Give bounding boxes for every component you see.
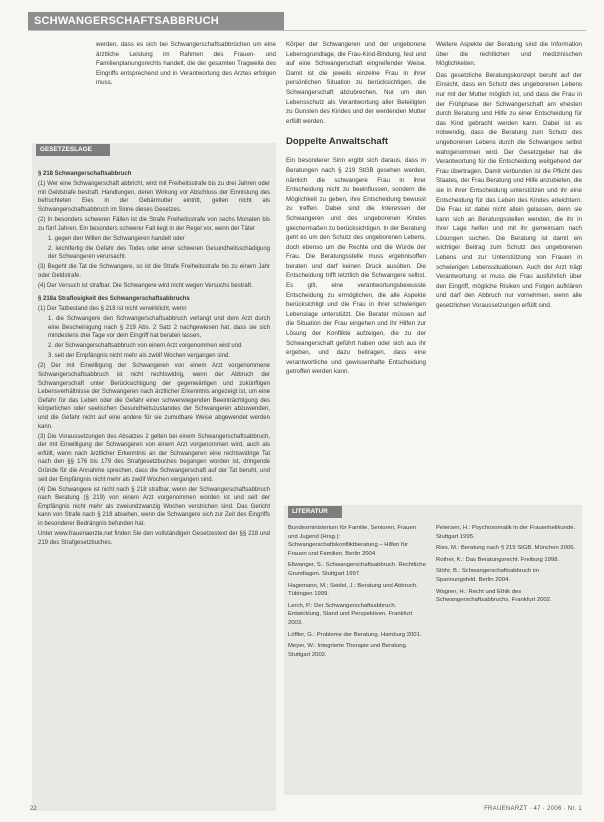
middle-intro-text: [286, 40, 426, 126]
law-paragraph: 1. die Schwangere den Schwangerschaftsabbruch verlangt und dem Arzt durch eine Bescheinigung nach § 219 Abs. 2 Satz 2 nachgewiesen hat, dass sie sich mindestens drei Tage vor dem Eingriff hat beraten lassen,: [48, 315, 270, 340]
law-section-heading: § 218a Straflosigkeit des Schwangerschaftsabbruchs: [38, 295, 190, 302]
section-header: SCHWANGERSCHAFTSABBRUCH: [28, 12, 284, 30]
journal-footer: FRAUENARZT · 47 · 2006 · Nr. 1: [484, 806, 582, 812]
literature-entry: Ries, M.: Beratung nach § 219 StGB. München 2006.: [436, 545, 576, 552]
doppelte-anwaltschaft-heading: Doppelte Anwaltschaft: [286, 136, 389, 148]
body-paragraph: werden, dass es sich bei Schwangerschaftsabbrüchen um eine ärztliche Leistung im Rahmen des Frauen- und Familienplanungsrechts handelt, die der gesamten Tragweite des Eingriffs entsprechend und in Verantwortung des Arztes erfolgen muss.: [96, 41, 276, 87]
law-paragraph: (1) Wer eine Schwangerschaft abbricht, wird mit Freiheitsstrafe bis zu drei Jahren oder mit Geldstrafe bestraft. Handlungen, deren Wirkung vor Abschluss der Einnistung des befruchteten Eies in der Gebärmutter eintritt, gelten nicht als Schwangerschaftsabbruch im Sinne dieses Gesetzes.: [38, 181, 270, 213]
middle-text-column: [286, 40, 426, 379]
law-paragraph: Unter www.frauenaerzte.net finden Sie den vollständigen Gesetzestext der §§ 218 und 219 des Strafgesetzbuches.: [38, 531, 270, 546]
literature-entry: Wagner, H.: Recht und Ethik des Schwangerschaftsabbruchs. Frankfurt 2002.: [436, 588, 552, 604]
body-paragraph: Das gesetzliche Beratungskonzept beruht auf der Einsicht, dass ein Schutz des ungeborenen Lebens nur mit der Mutter möglich ist, und dass die Frau in der Frühphase der Schwangerschaft am ehesten durch Beratung und Hilfe zu einer Entscheidung für das Kind gebracht werden kann. Dabei ist es notwendig, dass die Beratung zum Schutz des ungeborenen Lebens durch die Schwangere selbst wahrgenommen wird. Der Gesetzgeber hat die Verantwortung für die Entscheidung weitgehend der Frau übertragen. Damit verbunden ist die Pflicht des Staates, der Frau Beratung und Hilfe anzubieten, die sie in ihrer Entscheidung unterstützen und ihr eine Entscheidung für das Leben des Kindes erleichtern. Die Frau ist dabei nicht allein gelassen, denn sie kann sich an Beratungsstellen wenden, die ihr in ihrer Lage helfen und mit ihr gemeinsam nach Lösungen suchen. Die Beratung ist damit ein wichtiger Beitrag zum Schutz des ungeborenen Lebens und zur Unterstützung von Frauen in schwierigen Lebenssituationen. Auch der Arzt trägt Verantwortung: er muss die Frau ausführlich über den Eingriff, mögliche Risiken und Folgen aufklären und darf den Abbruch nur vornehmen, wenn alle gesetzlichen Voraussetzungen erfüllt sind.: [436, 71, 582, 310]
literature-entry: Rother, K.: Das Beratungsrecht. Freiburg 1998.: [436, 556, 560, 563]
literatur-left-column: [288, 524, 426, 662]
law-paragraph: (3) Die Voraussetzungen des Absatzes 2 gelten bei einem Schwangerschaftsabbruch, der mit Einwilligung der Schwangeren von einem Arzt vorgenommen wird, auch als erfüllt, wenn nach ärztlicher Erkenntnis an der Schwangeren eine rechtswidrige Tat nach den §§ 176 bis 179 des Strafgesetzbuches begangen worden ist, dringende Gründe für die Annahme sprechen, dass die Schwangerschaft auf der Tat beruht, und seit der Empfängnis nicht mehr als zwölf Wochen vergangen sind.: [38, 433, 270, 483]
law-paragraph: 1. gegen den Willen der Schwangeren handelt oder: [48, 235, 185, 242]
literature-entry: Meyer, W.: Integrierte Therapie und Beratung. Stuttgart 2002.: [288, 643, 408, 658]
literature-entry: Lerch, P.: Der Schwangerschaftsabbruch. Entwicklung, Stand und Perspektiven. Frankfurt 2003.: [288, 602, 413, 626]
law-paragraph: 3. seit der Empfängnis nicht mehr als zwölf Wochen vergangen sind.: [48, 353, 230, 360]
literatur-label: LITERATUR: [288, 506, 342, 518]
gesetzeslage-label: GESETZESLAGE: [36, 144, 110, 156]
header-rule: [28, 30, 586, 31]
literatur-right-column: [436, 524, 576, 608]
doppelte-anwaltschaft-text: [286, 156, 426, 377]
law-paragraph: (4) Die Schwangere ist nicht nach § 218 strafbar, wenn der Schwangerschaftsabbruch nach Beratung (§ 219) von einem Arzt vorgenommen worden ist und seit der Empfängnis nicht mehr als zweiundzwanzig Wochen verstrichen sind. Das Gericht kann von Strafe nach § 218 absehen, wenn die Schwangere sich zur Zeit des Eingriffs in besonderer Bedrängnis befunden hat.: [38, 486, 270, 528]
law-paragraph: (3) Begeht die Tat die Schwangere, so ist die Strafe Freiheitsstrafe bis zu einem Jahr oder Geldstrafe.: [38, 264, 270, 280]
law-paragraph: (2) Der mit Einwilligung der Schwangeren von einem Arzt vorgenommene Schwangerschaftsabbruch ist nicht rechtswidrig, wenn der Abbruch der Schwangerschaft unter Berücksichtigung der gegenwärtigen und zukünftigen Lebensverhältnisse der Schwangeren nach ärztlicher Erkenntnis angezeigt ist, um eine Gefahr für das Leben oder die Gefahr einer schwerwiegenden Beeinträchtigung des körperlichen oder seelischen Gesundheitszustandes der Schwangeren abzuwenden, und die Gefahr nicht auf eine andere für sie zumutbare Weise abgewendet werden kann.: [38, 363, 270, 430]
literature-entry: Ellwanger, S.: Schwangerschaftsabbruch. Rechtliche Grundlagen. Stuttgart 1997.: [288, 562, 426, 577]
literature-entry: Löffler, G.: Probleme der Beratung. Hamburg 2001.: [288, 631, 422, 638]
literature-entry: Stöhr, B.: Schwangerschaftsabbruch im Spannungsfeld. Berlin 2004.: [436, 568, 540, 583]
body-paragraph: Ein besonderer Sinn ergibt sich daraus, dass in Beratungen nach § 219 StGB gesehen werden, nämlich die schwangere Frau in ihrer Entscheidung nicht zu beeinflussen, sondern die Möglichkeit zu geben, ihre Entscheidung bewusst zu treffen. Dabei sind die Interessen der Schwangeren und des ungeborenen Kindes gleichermaßen zu berücksichtigen. In der Beratung geht es um den Schutz des ungeborenen Lebens, doch ebenso um die Rechte und die Würde der Frau. Die Beratungsstelle muss ergebnisoffen beraten und darf keinen Druck ausüben. Die Entscheidung trifft letztlich die Schwangere selbst. Es gilt, eine verantwortungsbewusste Entscheidung zu ermöglichen, die alle Aspekte berücksichtigt und die Frau in ihrer schwierigen Lebenslage unterstützt. Die Berater müssen auf die Situation der Frau eingehen und ihr Hilfen zur Lösung der Konflikte aufzeigen, die zu der Schwangerschaft geführt haben oder sich aus ihr ergeben, und dazu beitragen, dass eine verantwortliche und gewissenhafte Entscheidung getroffen werden kann.: [286, 157, 426, 376]
law-paragraph: 2. der Schwangerschaftsabbruch von einem Arzt vorgenommen wird und: [48, 343, 242, 350]
literature-entry: Hagemann, M.; Seidel, J.: Beratung und Abbruch. Tübingen 1999.: [288, 582, 418, 598]
right-text-column: [436, 40, 582, 313]
literature-entry: Bundesministerium für Familie, Senioren, Frauen und Jugend (Hrsg.): Schwangerschaftskonfliktberatung – Hilfen für Frauen und Familien. Berlin 2004.: [288, 525, 417, 557]
body-paragraph: Körper der Schwangeren und der ungeborene Lebensgrundlage, die Frau-Kind-Bindung, fest und auf eine Schwangerschaft eingreifender Weise. Damit ist die jeweils einzelne Frau in ihrer persönlichen Situation zu berücksichtigen, die Schwangerschaft abzubrechen. Nur um den Lebensschutz als Verantwortung aller Beteiligten zu Gunsten des Kindes und der werdenden Mutter erfüllt werden.: [286, 41, 426, 125]
law-section-heading: § 218 Schwangerschaftsabbruch: [38, 171, 132, 177]
literature-entry: Petersen, H.: Psychosomatik in der Frauenheilkunde. Stuttgart 1995.: [436, 525, 576, 540]
law-paragraph: (2) In besonders schweren Fällen ist die Strafe Freiheitsstrafe von sechs Monaten bis zu fünf Jahren. Ein besonders schwerer Fall liegt in der Regel vor, wenn der Täter: [38, 216, 270, 232]
law-paragraph: 2. leichtfertig die Gefahr des Todes oder einer schweren Gesundheitsschädigung der Schwangeren verursacht.: [48, 245, 270, 261]
law-paragraph: (1) Der Tatbestand des § 218 ist nicht verwirklicht, wenn: [38, 305, 187, 312]
intro-text-column: [96, 40, 276, 90]
body-paragraph: Weitere Aspekte der Beratung sind die Information über die rechtlichen und medizinischen Möglichkeiten.: [436, 41, 582, 68]
law-paragraph: (4) Der Versuch ist strafbar. Die Schwangere wird nicht wegen Versuchs bestraft.: [38, 283, 253, 290]
gesetzeslage-text: [38, 166, 270, 549]
page-number: 22: [30, 806, 37, 812]
